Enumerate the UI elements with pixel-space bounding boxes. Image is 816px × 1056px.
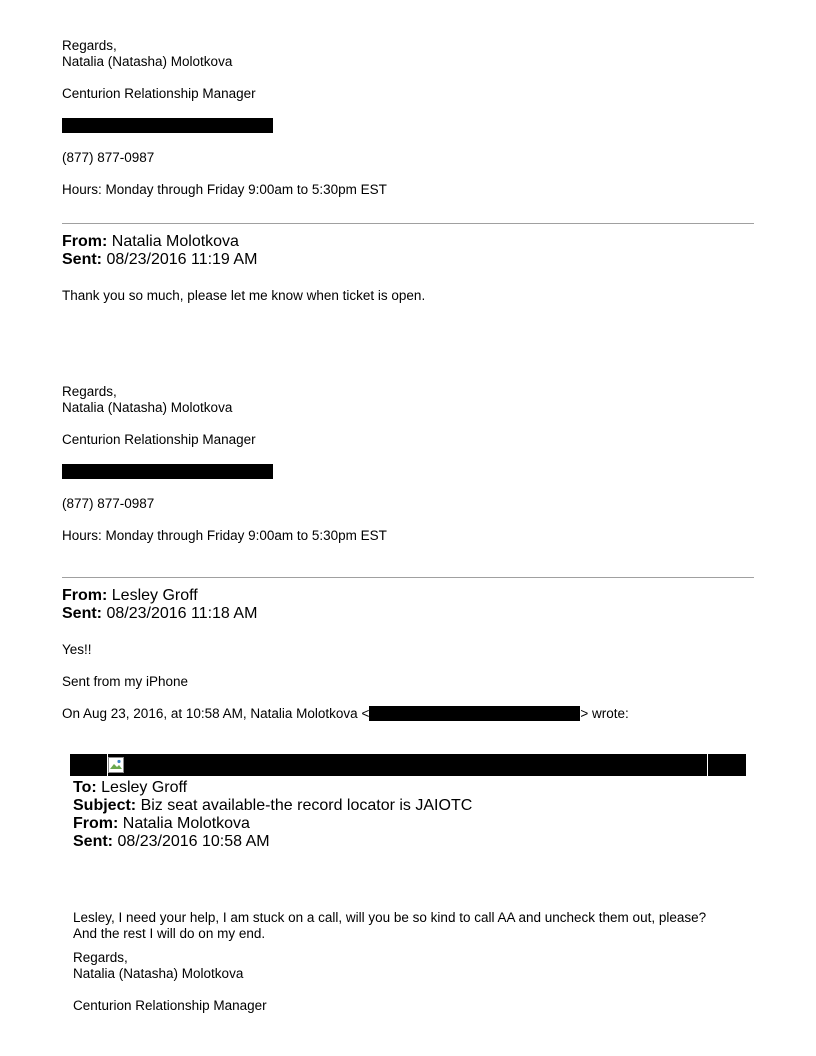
- msg3-from: Natalia Molotkova: [122, 815, 250, 832]
- broken-image-icon: [108, 757, 124, 773]
- msg1-sent: 08/23/2016 11:19 AM: [106, 251, 258, 268]
- msg2-body: Yes!!: [62, 642, 92, 657]
- msg2-from-label: From:: [62, 587, 108, 604]
- msg1-from: Natalia Molotkova: [111, 233, 239, 250]
- msg2-quote-prefix: On Aug 23, 2016, at 10:58 AM, Natalia Molotkova <: [62, 706, 370, 721]
- sig1-phone: (877) 877-0987: [62, 150, 155, 165]
- msg1-sent-line: [62, 251, 257, 269]
- msg1-from-line: [62, 233, 239, 251]
- sig1-hours: Hours: Monday through Friday 9:00am to 5:30pm EST: [62, 182, 387, 197]
- message-divider: [62, 223, 754, 224]
- msg2-sent: 08/23/2016 11:18 AM: [106, 605, 258, 622]
- msg3-name: Natalia (Natasha) Molotkova: [73, 966, 244, 981]
- sig2-title: Centurion Relationship Manager: [62, 432, 256, 447]
- sig2-regards: Regards,: [62, 384, 117, 399]
- msg2-sent-label: Sent:: [62, 605, 102, 622]
- sig2-name: Natalia (Natasha) Molotkova: [62, 400, 233, 415]
- msg2-device: Sent from my iPhone: [62, 674, 189, 689]
- msg3-body-line1: Lesley, I need your help, I am stuck on a call, will you be so kind to call AA and uncheck them out, please?: [73, 910, 707, 925]
- msg3-subject: Biz seat available-the record locator is JAIOTC: [140, 797, 473, 814]
- msg3-title: Centurion Relationship Manager: [73, 998, 267, 1013]
- msg3-from-label: From:: [73, 815, 119, 832]
- redacted-block: [62, 464, 273, 479]
- banner-divider: [707, 754, 708, 776]
- message-divider: [62, 577, 754, 578]
- msg3-sent: 08/23/2016 10:58 AM: [117, 833, 270, 850]
- msg2-from-line: [62, 587, 198, 605]
- msg3-to: Lesley Groff: [101, 779, 188, 796]
- msg2-quote-suffix: > wrote:: [580, 706, 629, 721]
- msg1-from-label: From:: [62, 233, 108, 250]
- msg3-sent-line: [73, 833, 270, 851]
- sig1-regards: Regards,: [62, 38, 117, 53]
- msg1-body: Thank you so much, please let me know when ticket is open.: [62, 288, 426, 303]
- sig1-name: Natalia (Natasha) Molotkova: [62, 54, 233, 69]
- msg2-quote-attribution: [62, 706, 629, 722]
- msg3-to-label: To:: [73, 779, 97, 796]
- msg2-sent-line: [62, 605, 257, 623]
- msg3-subject-label: Subject:: [73, 797, 137, 814]
- msg3-from-line: [73, 815, 250, 833]
- sig1-title: Centurion Relationship Manager: [62, 86, 256, 101]
- redacted-banner: [70, 754, 746, 776]
- msg3-regards: Regards,: [73, 950, 128, 965]
- msg3-body-line2: And the rest I will do on my end.: [73, 926, 266, 941]
- msg1-sent-label: Sent:: [62, 251, 102, 268]
- msg3-subject-line: [73, 797, 472, 815]
- msg2-from: Lesley Groff: [111, 587, 198, 604]
- msg3-to-line: [73, 779, 187, 797]
- redacted-email: [369, 706, 580, 721]
- sig2-hours: Hours: Monday through Friday 9:00am to 5:30pm EST: [62, 528, 387, 543]
- redacted-block: [62, 118, 273, 133]
- msg3-sent-label: Sent:: [73, 833, 113, 850]
- sig2-phone: (877) 877-0987: [62, 496, 155, 511]
